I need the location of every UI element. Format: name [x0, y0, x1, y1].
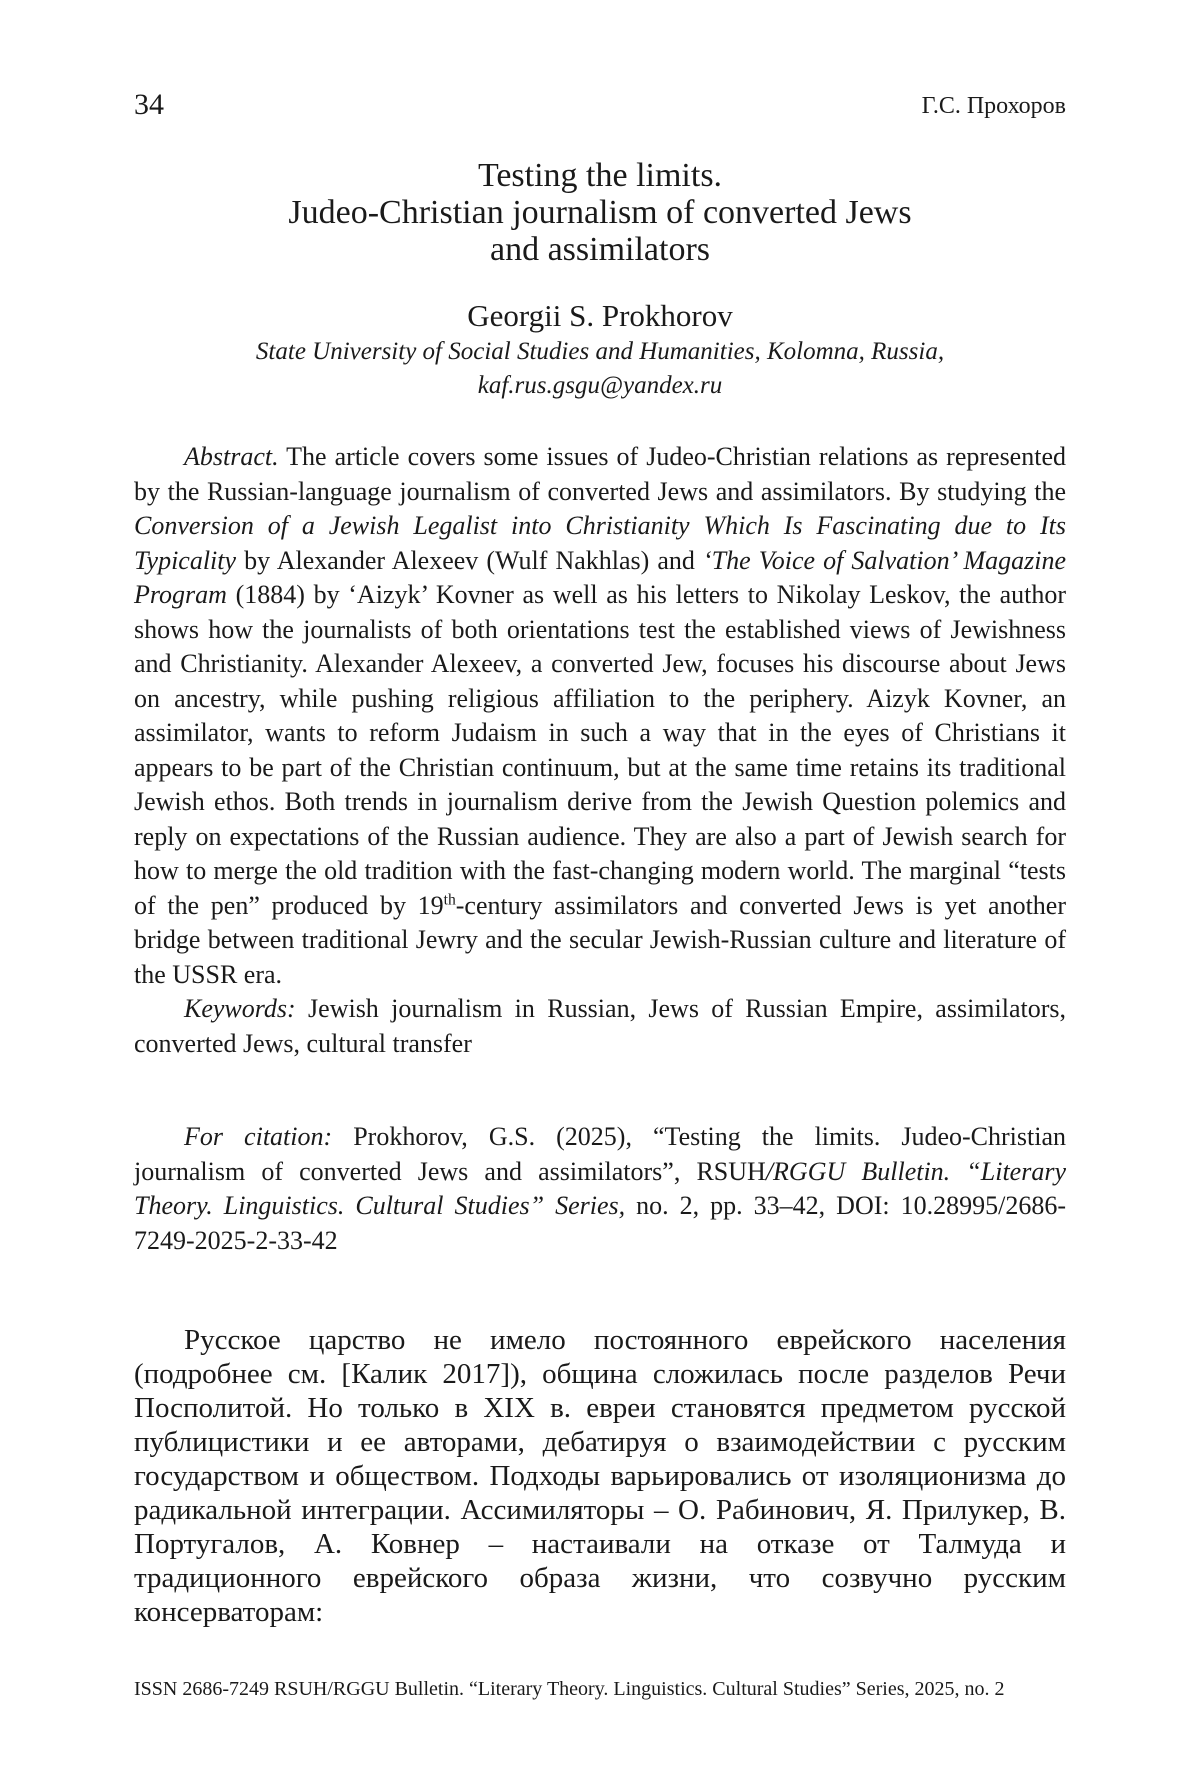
abstract-text-1: The article covers some issues of Judeo-Christian relations as represented by the Russian-language journalism of converted Jews and assimilators. By studying the — [134, 442, 1066, 506]
abstract-label: Abstract. — [184, 442, 279, 471]
main-paragraph: Русское царство не имело постоянного еврейского населения (подробнее см. [Калик 2017]), община сложилась после разделов Речи Посполитой. Но только в XIX в. евреи становятся предметом русской публицистики и ее авторами, дебатируя о взаимодействии с русским государством и обществом. Подходы варьировались от изоляционизма до радикальной интеграции. Ассимиляторы – О. Рабинович, Я. Прилукер, В. Португалов, А. Ковнер – настаивали на отказе от Талмуда и традиционного еврейского образа жизни, что созвучно русским консерваторам: — [134, 1324, 1066, 1628]
running-head: Г.С. Прохоров — [921, 93, 1066, 119]
citation-paragraph — [134, 1120, 1066, 1258]
abstract-text-3: (1884) by ‘Aizyk’ Kovner as well as his letters to Nikolay Leskov, the author shows how the journalists of both orientations test the established views of Jewishness and Christianity. Alexander Alexeev, a converted Jew, focuses his discourse about Jews on ancestry, while pushing religious affiliation to the periphery. Aizyk Kovner, an assimilator, wants to reform Judaism in such a way that in the eyes of Christians it appears to be part of the Christian continuum, but at the same time retains its traditional Jewish ethos. Both trends in journalism derive from the Jewish Question polemics and reply on expectations of the Russian audience. They are also a part of Jewish search for how to merge the old tradition with the fast-changing modern world. The marginal “tests of the pen” produced by 19 — [134, 580, 1066, 920]
abstract — [134, 440, 1066, 1061]
citation-series: /RGGU Bulletin. “Literary Theory. Linguistics. Cultural Studies” Series, — [134, 1156, 1066, 1220]
keywords-paragraph — [134, 992, 1066, 1061]
abstract-text-4: -century assimilators and converted Jews is yet another bridge between traditional Jewry and the secular Jewish-Russian culture and literature of the USSR era. — [134, 890, 1066, 989]
article-title — [134, 157, 1066, 268]
citation-label: For citation: — [184, 1122, 333, 1151]
title-line-3: and assimilators — [489, 231, 711, 268]
abstract-paragraph — [134, 440, 1066, 992]
affiliation-text: State University of Social Studies and Humanities, Kolomna, Russia, — [255, 338, 945, 365]
abstract-work-title-2: ‘The Voice of Salvation’ Magazine Program — [134, 545, 1066, 609]
author-block — [134, 297, 1066, 403]
citation — [134, 1120, 1066, 1258]
title-line-1: Testing the limits. — [477, 157, 723, 194]
main-text — [134, 1323, 1066, 1629]
footer: ISSN 2686-7249 RSUH/RGGU Bulletin. “Literary Theory. Linguistics. Cultural Studies” Series, 2025, no. 2 — [134, 1678, 1005, 1700]
page-number: 34 — [134, 88, 164, 121]
author-name: Georgii S. Prokhorov — [467, 298, 733, 333]
author-email: kaf.rus.gsgu@yandex.ru — [477, 372, 723, 399]
keywords-label: Keywords: — [184, 994, 296, 1023]
author-affiliation — [134, 335, 1066, 403]
abstract-work-title-1: Conversion of a Jewish Legalist into Christianity Which Is Fascinating due to Its Typicality — [134, 511, 1066, 575]
citation-text-2: no. 2, pp. 33–42, DOI: 10.28995/2686-7249-2025-2-33-42 — [134, 1191, 1066, 1255]
abstract-superscript: th — [443, 890, 456, 908]
citation-text-1: Prokhorov, G.S. (2025), “Testing the limits. Judeo-Christian journalism of converted Jews and assimilators”, RSUH — [134, 1122, 1067, 1186]
keywords-text: Jewish journalism in Russian, Jews of Russian Empire, assimilators, converted Jews, cultural transfer — [134, 994, 1066, 1058]
abstract-text-2: by Alexander Alexeev (Wulf Nakhlas) and — [236, 545, 703, 575]
title-line-2: Judeo-Christian journalism of converted Jews — [288, 194, 912, 231]
